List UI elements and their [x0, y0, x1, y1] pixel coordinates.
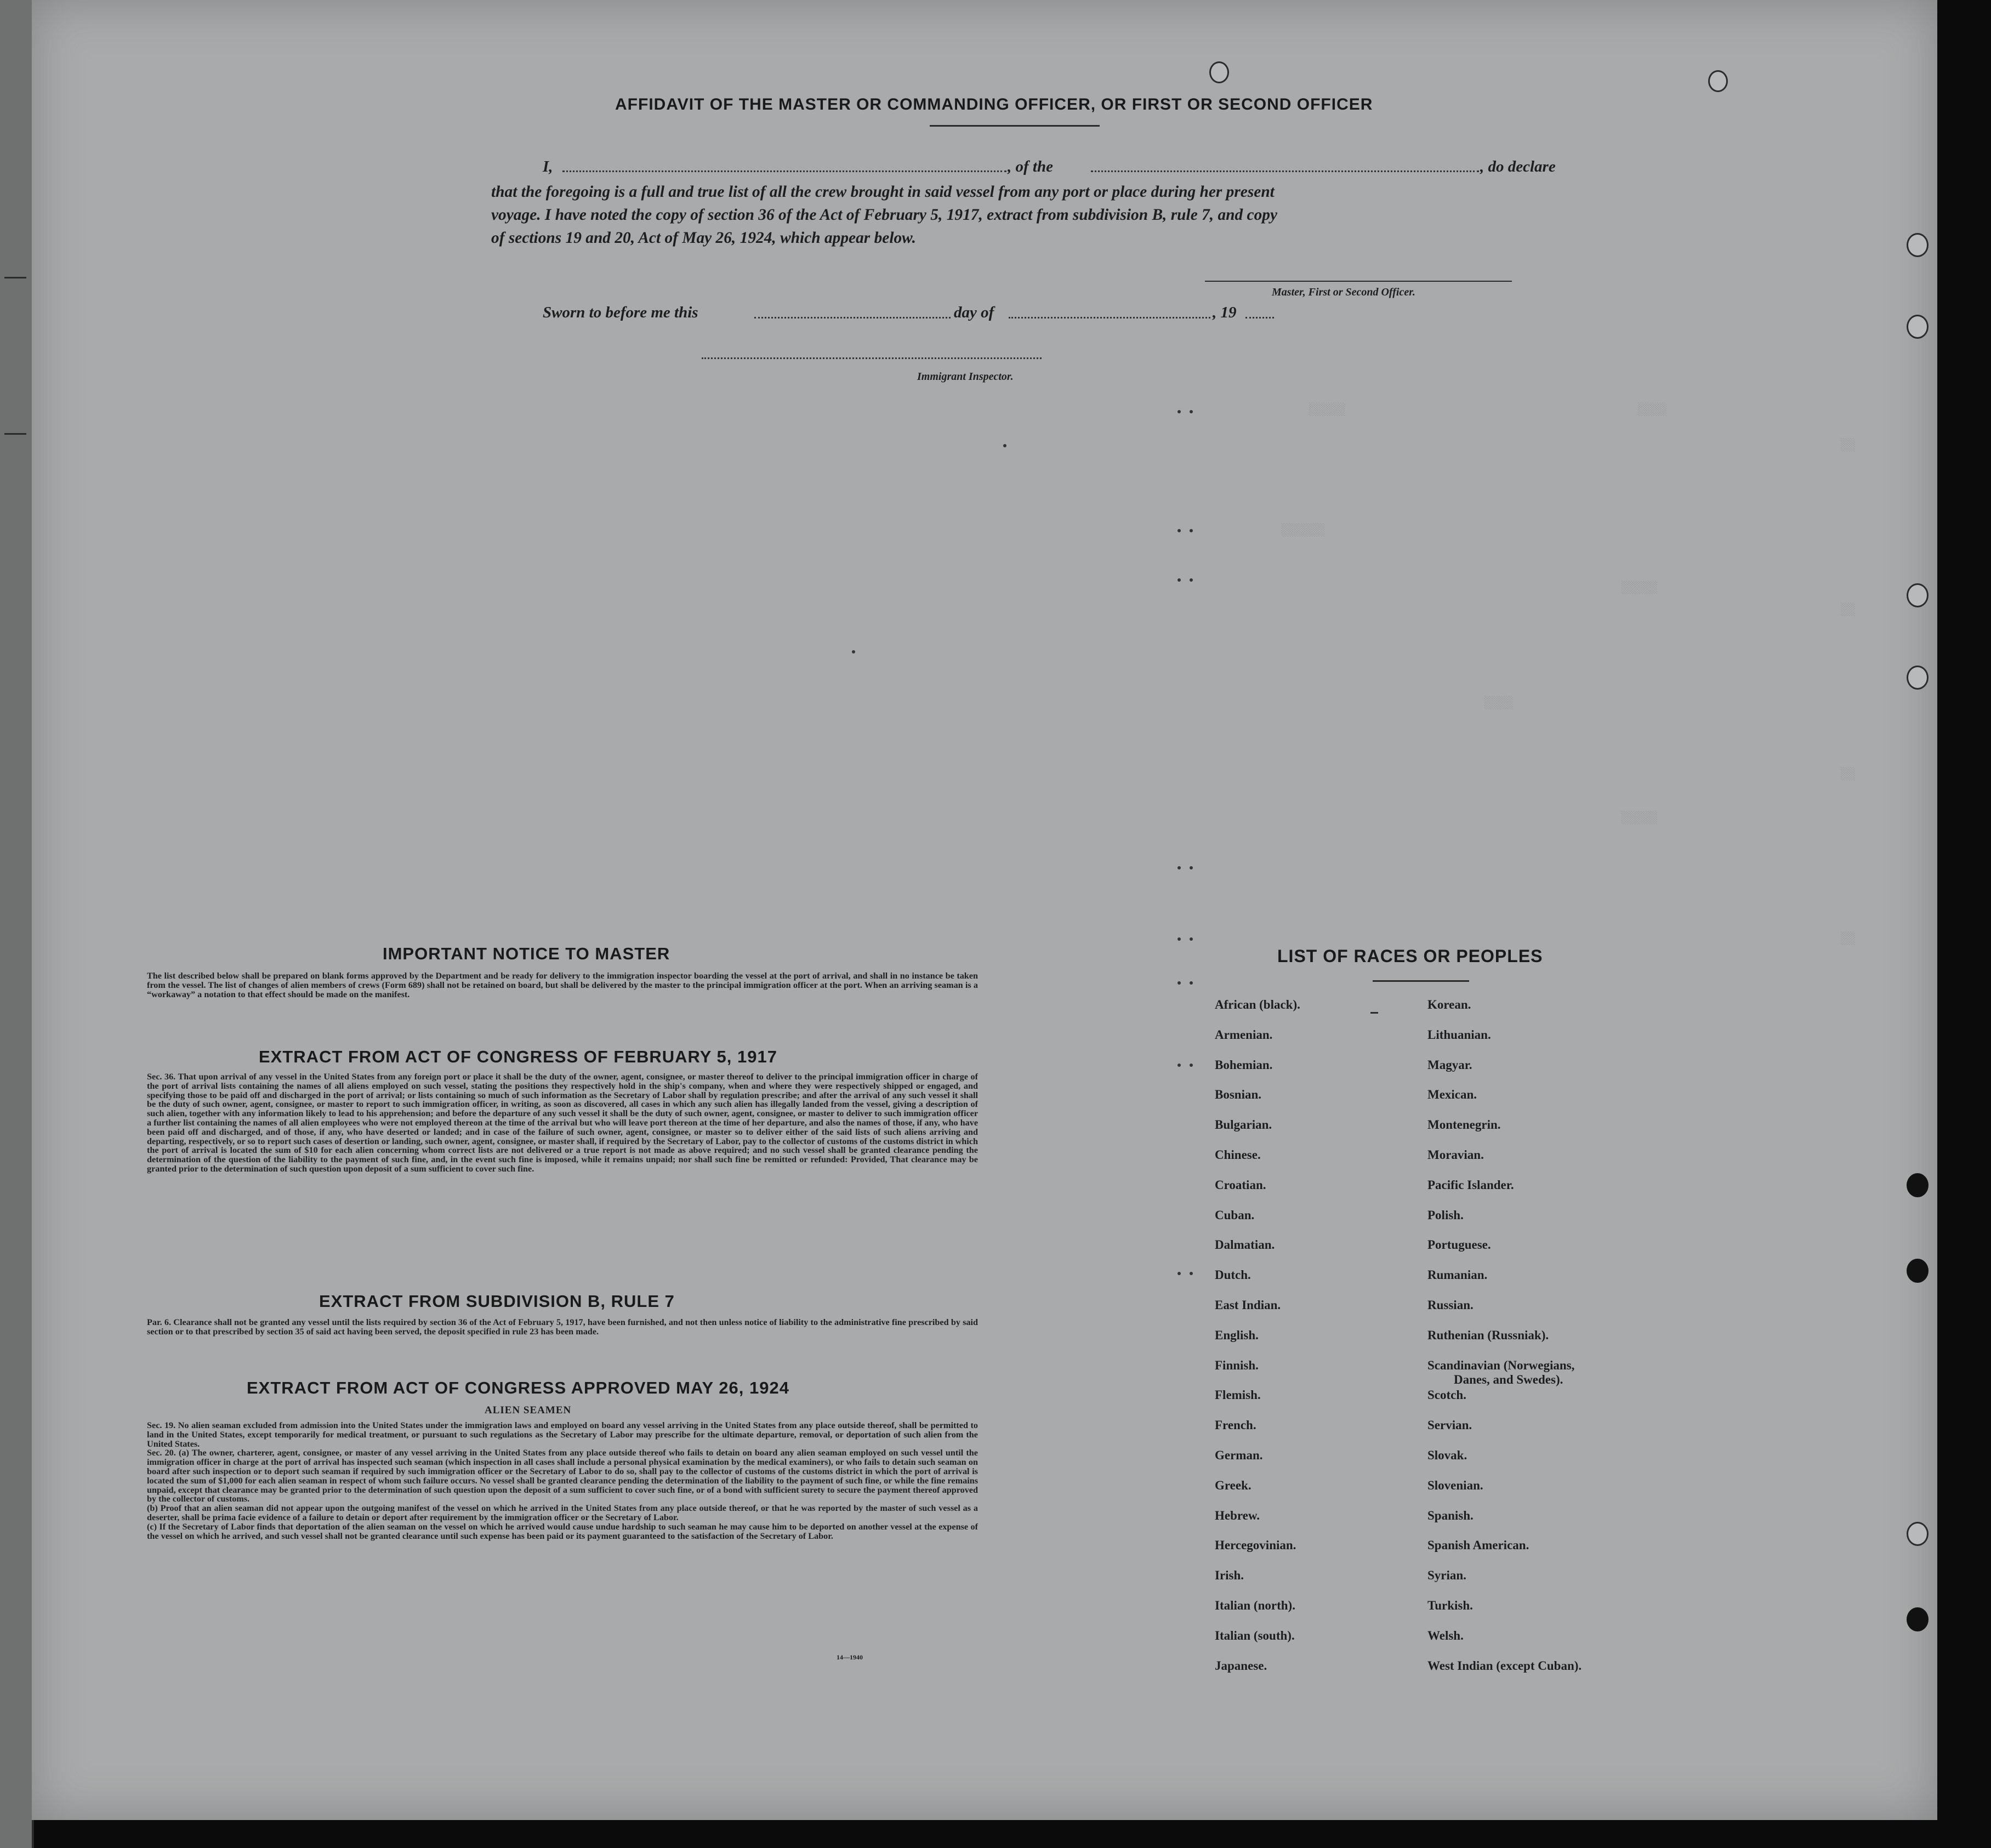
punch-hole: [1907, 1259, 1929, 1283]
bleed-through-text: ░░: [1841, 603, 1856, 617]
race-item: Chinese.: [1215, 1148, 1261, 1162]
master-signature-line[interactable]: [1205, 281, 1512, 282]
race-item: Italian (south).: [1215, 1628, 1295, 1642]
bleed-through-text: ░░░░░░: [1282, 524, 1326, 537]
master-signature-label: Master, First or Second Officer.: [1272, 286, 1415, 298]
race-item: Korean.: [1427, 998, 1471, 1011]
inspector-label: Immigrant Inspector.: [917, 371, 1014, 383]
race-item: Spanish American.: [1427, 1538, 1529, 1553]
bleed-through-text: ░░: [1841, 767, 1856, 781]
race-item: Bosnian.: [1215, 1088, 1262, 1102]
sec-20b-paragraph: (b) Proof that an alien seaman did not appear upon the outgoing manifest of the vessel on which he arrived in the United States from any place outside thereof, or that he was reported by the master of such vessel as a deserter, shall be prima facie evidence of a failure to detain or deport after requirement by the immigration officer or the Secretary of Labor.: [147, 1503, 978, 1522]
race-item: Bulgarian.: [1215, 1118, 1272, 1132]
punch-hole: [1907, 1522, 1929, 1546]
sec-20a-paragraph: Sec. 20. (a) The owner, charterer, agent, consignee, or master of any vessel arriving in the United States from any place outside thereof who fails to detain on board any alien seaman employed on such vessel until the immigration officer in charge at the port of arrival has inspected such seaman (which inspection in all cases shall include a personal physical examination by the medical examiners), or who fails to detain such seaman on board after such inspection or to deport such seaman if required by such immigration officer or the Secretary of Labor to do so, shall pay to the collector of customs of the customs district in which the port of arrival is located the sum of $1,000 for each alien seaman in respect of whom such failure occurs. No vessel shall be granted clearance pending the determination of the liability to the payment of such fine, or while the fine remains unpaid, except that clearance may be granted prior to the determination of such question upon the deposit of a sum sufficient to cover such fine, or of a bond with sufficient surety to secure the payment thereof approved by the collector of customs.: [147, 1448, 978, 1504]
race-item: African (black).: [1215, 998, 1300, 1011]
affidavit-declare-label: , do declare: [1480, 158, 1556, 175]
race-item: Croatian.: [1215, 1178, 1266, 1192]
punch-hole: [1708, 70, 1728, 92]
race-item: English.: [1215, 1328, 1259, 1342]
sworn-month-field[interactable]: [1009, 317, 1210, 319]
race-item: Dutch.: [1215, 1268, 1251, 1282]
race-item: Cuban.: [1215, 1208, 1255, 1222]
race-item: Ruthenian (Russniak).: [1427, 1328, 1549, 1342]
bleed-through-text: ░░░░░: [1309, 403, 1346, 417]
bleed-through-text: ░░░░: [1638, 403, 1667, 417]
punch-hole: [1907, 1607, 1929, 1631]
bleed-through-text: ░░░░: [1484, 696, 1514, 710]
year-label: , 19: [1213, 304, 1237, 321]
race-item: Japanese.: [1215, 1658, 1267, 1673]
extract-1924-title: EXTRACT FROM ACT OF CONGRESS APPROVED MAY 26, 1924: [247, 1378, 789, 1397]
sec-19-paragraph: Sec. 19. No alien seaman excluded from admission into the United States under the immigration laws and employed on board any vessel arriving in the United States from any place outside thereof, shall be permitted to land in the United States, except temporarily for medical treatment, or pursuant to such regulations as the Secretary of Labor may prescribe for the ultimate departure, removal, or deportation of such alien from the United States.: [147, 1420, 978, 1449]
extract-1917-text: [147, 1072, 978, 1174]
race-item: Servian.: [1427, 1418, 1472, 1432]
day-of-label: day of: [954, 304, 994, 321]
bleed-through-text: ░░: [1841, 439, 1856, 452]
race-item: German.: [1215, 1448, 1263, 1462]
race-item: East Indian.: [1215, 1298, 1281, 1312]
race-item: Irish.: [1215, 1568, 1244, 1583]
bleed-through-text: ░░░░░: [1622, 811, 1658, 825]
race-item: French.: [1215, 1418, 1256, 1432]
race-item: Spanish.: [1427, 1508, 1474, 1522]
punch-hole: [1907, 666, 1929, 690]
sworn-day-field[interactable]: [754, 317, 951, 319]
race-item: Mexican.: [1427, 1088, 1477, 1102]
extract-rule7-text: [147, 1318, 978, 1337]
sworn-year-field[interactable]: [1245, 317, 1274, 319]
race-item: Flemish.: [1215, 1388, 1261, 1402]
notice-text: [147, 971, 978, 999]
inspector-signature-line[interactable]: [702, 357, 1042, 359]
race-item: Lithuanian.: [1427, 1027, 1491, 1042]
race-item: Slovenian.: [1427, 1478, 1483, 1492]
extract-rule7-title: EXTRACT FROM SUBDIVISION B, RULE 7: [319, 1292, 675, 1311]
race-item: Russian.: [1427, 1298, 1474, 1312]
vessel-name-field[interactable]: [1091, 170, 1479, 172]
race-item: Pacific Islander.: [1427, 1178, 1514, 1192]
races-title: LIST OF RACES OR PEOPLES: [1277, 946, 1543, 966]
race-item: Welsh.: [1427, 1628, 1464, 1642]
form-number: 14—1940: [837, 1653, 863, 1661]
punch-hole: [1209, 61, 1229, 83]
race-item: Rumanian.: [1427, 1268, 1488, 1282]
punch-hole: [1907, 1173, 1929, 1197]
sworn-label: Sworn to before me this: [543, 304, 698, 321]
race-item: Dalmatian.: [1215, 1238, 1275, 1252]
race-item: Greek.: [1215, 1478, 1252, 1492]
affidavit-title: AFFIDAVIT OF THE MASTER OR COMMANDING OFFICER, OR FIRST OR SECOND OFFICER: [615, 95, 1373, 113]
bleed-through-text: ░░: [1841, 932, 1856, 946]
extract-1924-text: [147, 1421, 978, 1540]
race-item: Montenegrin.: [1427, 1118, 1501, 1132]
race-item: Armenian.: [1215, 1027, 1273, 1042]
race-item: Portuguese.: [1427, 1238, 1491, 1252]
race-item: Magyar.: [1427, 1057, 1472, 1072]
punch-hole: [1907, 233, 1929, 257]
alien-seamen-subtitle: ALIEN SEAMEN: [485, 1405, 572, 1416]
race-item: Hercegovinian.: [1215, 1538, 1296, 1553]
race-item: Scandinavian (Norwegians,: [1427, 1358, 1575, 1372]
sec-20c-paragraph: (c) If the Secretary of Labor finds that deportation of the alien seaman on the vessel on which he arrived would cause undue hardship to such seaman he may cause him to be deported on another vessel at the expense of the vessel on which he arrived, and such vessel shall not be granted clearance until such expense has been paid or its payment guaranteed to the satisfaction of the Secretary of Labor.: [147, 1521, 978, 1541]
bleed-through-text: ░░░░░: [1622, 581, 1658, 595]
race-item: Polish.: [1427, 1208, 1464, 1222]
par-6-paragraph: Par. 6. Clearance shall not be granted any vessel until the lists required by section 36 of the Act of February 5, 1917, have been furnished, and not then unless notice of liability to the administrative fine prescribed by said section or to that prescribed by section 35 of said act having been served, the deposit specified in rule 23 has been made.: [147, 1317, 978, 1337]
binding-strip: [0, 0, 34, 1848]
punch-hole: [1907, 583, 1929, 607]
race-item: Syrian.: [1427, 1568, 1466, 1583]
race-item: West Indian (except Cuban).: [1427, 1658, 1582, 1673]
form-page: [32, 0, 1937, 1820]
race-item: Turkish.: [1427, 1599, 1473, 1612]
master-name-field[interactable]: [562, 170, 1006, 172]
affidavit-line-3: voyage. I have noted the copy of section 36 of the Act of February 5, 1917, extract from subdivision B, rule 7, and copy: [491, 206, 1278, 224]
race-item: Scotch.: [1427, 1388, 1466, 1402]
extract-1917-title: EXTRACT FROM ACT OF CONGRESS OF FEBRUARY 5, 1917: [259, 1047, 777, 1066]
notice-title: IMPORTANT NOTICE TO MASTER: [383, 944, 670, 963]
affidavit-line-2: that the foregoing is a full and true list of all the crew brought in said vessel from any port or place during her present: [491, 183, 1275, 201]
race-item: Slovak.: [1427, 1448, 1467, 1462]
race-item: Moravian.: [1427, 1148, 1484, 1162]
punch-hole: [1907, 315, 1929, 339]
race-item: Bohemian.: [1215, 1057, 1273, 1072]
affidavit-of-the-label: , of the: [1008, 158, 1053, 175]
race-item: Danes, and Swedes).: [1454, 1372, 1563, 1386]
race-item: Italian (north).: [1215, 1599, 1295, 1612]
sec-36-paragraph: Sec. 36. That upon arrival of any vessel in the United States from any foreign port or place it shall be the duty of the owner, agent, consignee, or master thereof to deliver to the principal immigration officer in charge of the port of arrival lists containing the names of all aliens employed on such vessel, stating the positions they respectively hold in the ship's company, when and where they were respectively shipped or engaged, and specifying those to be paid off and discharged in the port of arrival; or lists containing so much of such information as the Secretary of Labor shall by regulation prescribe; and after the arrival of any such vessel it shall be the duty of such owner, agent, consignee, or master to report to such immigration officer, in writing, as soon as discovered, all cases in which any such alien has illegally landed from the vessel, giving a description of such alien, together with any information likely to lead to his apprehension; and before the departure of any such vessel it shall be the duty of such owner, agent, consignee, or master to deliver to such immigration officer a further list containing the names of all alien employees who were not employed thereon at the time of the arrival but who will leave port thereon at the time of her departure, and also the names of those, if any, who have been paid off and discharged, and of those, if any, who have deserted or landed; and in case of the failure of such owner, agent, consignee, or master so to deliver either of the said lists of such aliens arriving and departing, respectively, or so to report such cases of desertion or landing, such owner, agent, consignee, or master shall, if required by the Secretary of Labor, pay to the collector of customs of the customs district in which the port of arrival is located the sum of $10 for each alien concerning whom correct lists are not delivered or a true report is not made as above required; and no such vessel shall be granted clearance pending the determination of the question of the liability to the payment of such fine, and, in the event such fine is imposed, while it remains unpaid; nor shall such fine be remitted or refunded: Provided, That clearance may be granted prior to the determination of such question upon deposit of a sum sufficient to cover such fine.: [147, 1072, 978, 1174]
race-item: Hebrew.: [1215, 1508, 1260, 1522]
affidavit-i-label: I,: [543, 158, 553, 175]
affidavit-line-4: of sections 19 and 20, Act of May 26, 1924, which appear below.: [491, 229, 917, 247]
notice-paragraph: The list described below shall be prepared on blank forms approved by the Department and be ready for delivery to the immigration inspector boarding the vessel at the port of arrival, and shall in no instance be taken from the vessel. The list of changes of alien members of crews (Form 689) shall not be retained on board, but shall be delivered by the master to the principal immigration officer at the port. When an arriving seaman is a “workaway” a notation to that effect should be made on the manifest.: [147, 971, 978, 999]
race-item: Finnish.: [1215, 1358, 1259, 1372]
